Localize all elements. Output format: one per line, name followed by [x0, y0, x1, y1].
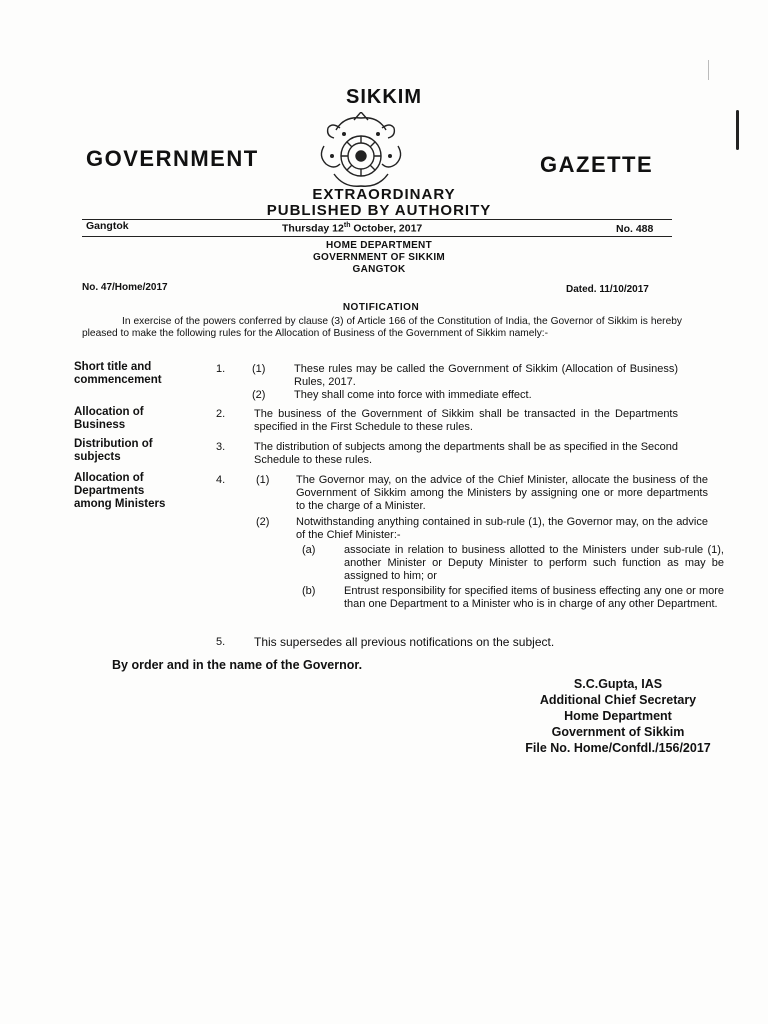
rule4-sub2-text: Notwithstanding anything contained in sub-rule (1), the Governor may, on the advice of the Chief Minister:-	[296, 516, 708, 541]
closing-line: By order and in the name of the Governor.	[112, 658, 363, 672]
rule4-sub1-number: (1)	[256, 474, 270, 486]
masthead-published: PUBLISHED BY AUTHORITY	[266, 202, 492, 219]
rule1-number: 1.	[216, 363, 226, 375]
rule4-number: 4.	[216, 474, 226, 486]
issue-date-day: Thursday 12	[282, 222, 344, 235]
rule1-sub1-number: (1)	[252, 363, 266, 375]
signatory-name: S.C.Gupta, IAS	[573, 677, 663, 691]
rule2-number: 2.	[216, 408, 226, 420]
rule4-clause-b-number: (b)	[302, 585, 316, 597]
divider-bottom	[82, 236, 672, 237]
rule3-number: 3.	[216, 441, 226, 453]
rule2-side-line2: Business	[74, 419, 126, 431]
rule5-number: 5.	[216, 636, 226, 648]
notification-title: NOTIFICATION	[342, 302, 420, 313]
rule4-side-heading	[74, 472, 204, 511]
issue-place: Gangtok	[86, 220, 129, 232]
issue-number: No. 488	[616, 223, 654, 235]
rule1-sub1-text: These rules may be called the Government of Sikkim (Allocation of Business) Rules, 2017.	[294, 363, 678, 388]
masthead-state: SIKKIM	[346, 86, 422, 108]
dated: Dated. 11/10/2017	[566, 284, 649, 295]
rule4-side-line1: Allocation of	[74, 472, 144, 484]
rule1-sub2-text: They shall come into force with immediate effect.	[294, 389, 532, 401]
rule5-text: This supersedes all previous notifications on the subject.	[254, 635, 555, 649]
masthead-extraordinary: EXTRAORDINARY	[312, 186, 456, 203]
issue-date-month-year: October, 2017	[350, 222, 423, 235]
intro-paragraph: In exercise of the powers conferred by clause (3) of Article 166 of the Constitution of India, the Governor of Sikkim is hereby pleased to make the following rules for the Allocation of Business of the Government of Sikkim namely:-	[82, 316, 682, 339]
rule4-side-line3: among Ministers	[74, 498, 166, 510]
rule3-side-line2: subjects	[74, 451, 121, 463]
rule4-sub1-text: The Governor may, on the advice of the Chief Minister, allocate the business of the Government of Sikkim among the Ministers by assigning one or more departments to the charge of a Minister.	[296, 474, 708, 512]
issue-row	[82, 220, 672, 236]
rule4-clause-a-number: (a)	[302, 544, 316, 556]
masthead-gazette: GAZETTE	[540, 152, 654, 177]
masthead-government: GOVERNMENT	[86, 146, 259, 171]
signatory-department: Home Department	[564, 709, 672, 723]
rule3-side-heading	[74, 438, 204, 464]
rule3-side-line1: Distribution of	[74, 438, 153, 450]
signatory-designation: Additional Chief Secretary	[539, 693, 697, 707]
rule3-text: The distribution of subjects among the departments shall be as specified in the Second Schedule to these rules.	[254, 441, 678, 466]
signatory-government: Government of Sikkim	[551, 725, 685, 739]
rule4-clause-b-text: Entrust responsibility for specified items of business effecting any one or more than one Department to a Minister who is in charge of any other Department.	[344, 585, 724, 610]
rule1-sub2-number: (2)	[252, 389, 266, 401]
rule4-sub2-number: (2)	[256, 516, 270, 528]
dept-home: HOME DEPARTMENT	[326, 240, 432, 251]
dept-government: GOVERNMENT OF SIKKIM	[312, 252, 446, 263]
rule2-side-heading	[74, 406, 204, 432]
rule2-side-line1: Allocation of	[74, 406, 144, 418]
rule1-side-line2: commencement	[74, 374, 162, 386]
file-number: File No. Home/Confdl./156/2017	[525, 741, 711, 755]
rule4-clause-a-text: associate in relation to business allotted to the Ministers under sub-rule (1), another Minister or Deputy Minister to perform such function as may be assigned to him; or	[344, 544, 724, 582]
issue-date	[282, 222, 422, 235]
rule1-side-heading	[74, 361, 204, 387]
rule4-side-line2: Departments	[74, 485, 145, 497]
scan-edge-mark	[736, 110, 739, 150]
issue-date-suffix: th	[343, 222, 351, 229]
rule1-side-line1: Short title and	[74, 361, 152, 373]
scan-edge-line	[708, 60, 709, 80]
dept-city: GANGTOK	[352, 264, 406, 275]
state-emblem-icon	[314, 112, 408, 192]
rule2-text: The business of the Government of Sikkim shall be transacted in the Departments specified in the First Schedule to these rules.	[254, 408, 678, 433]
reference-number: No. 47/Home/2017	[82, 282, 168, 293]
